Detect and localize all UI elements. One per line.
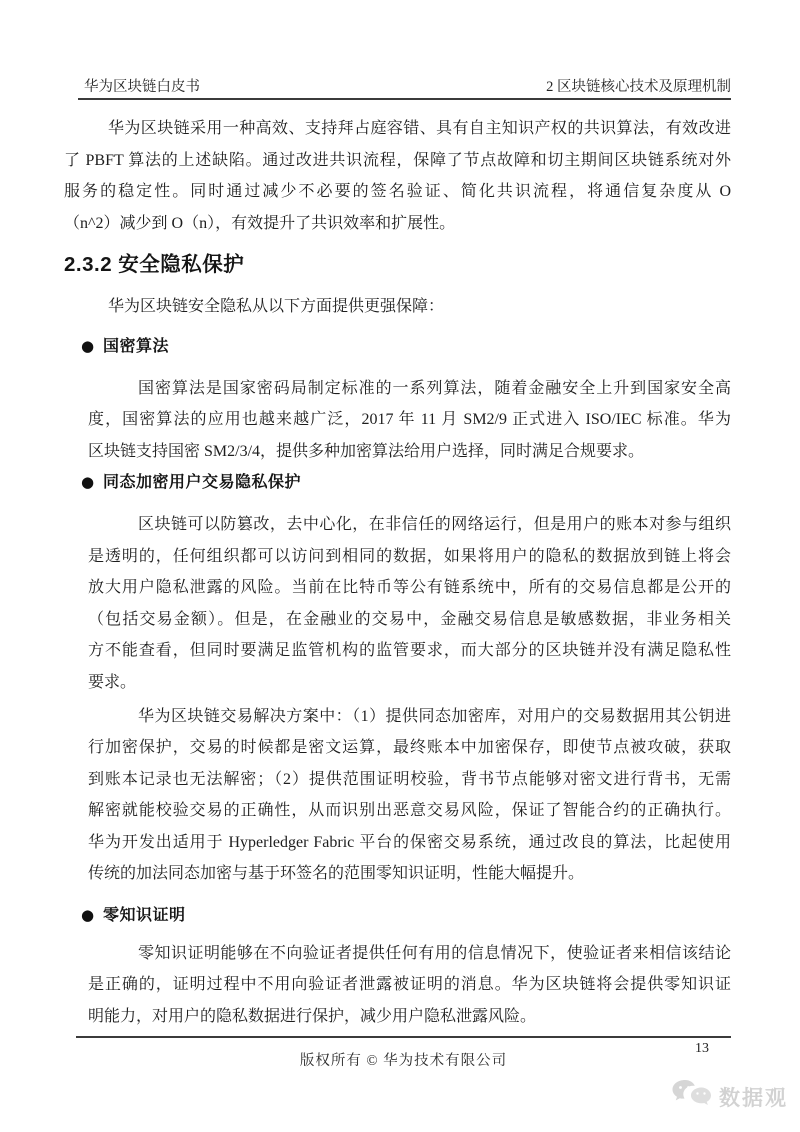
- copyright-line: 版权所有 © 华为技术有限公司: [299, 1053, 508, 1070]
- paragraph-consensus: 华为区块链采用一种高效、支持拜占庭容错、具有自主知识产权的共识算法，有效改进 了 PBFT 算法的上述缺陷。通过改进共识流程，保障了节点故障和切主期间区块链系统对外 服务的稳定性。同时通过减少不必要的签名验证、简化共识流程，将通信复杂度从 O （n^2）减少到 O（n），有效提升了共识效率和扩展性。: [64, 120, 731, 232]
- bullet-label-zkp: 零知识证明: [103, 907, 186, 925]
- page-header: [78, 79, 731, 100]
- section-heading: 2.3.2 安全隐私保护: [64, 253, 245, 277]
- paragraph-lead: 华为区块链安全隐私从以下方面提供更强保障：: [108, 298, 445, 316]
- bullet-item-homomorphic: [64, 467, 731, 890]
- page-body: [64, 113, 731, 1032]
- bullet-icon: ●: [81, 906, 95, 925]
- bullet-icon: ●: [81, 336, 95, 355]
- page-number: 13: [695, 1041, 709, 1057]
- bullet-icon: ●: [81, 473, 95, 492]
- bullet-label-homomorphic: 同态加密用户交易隐私保护: [103, 474, 302, 492]
- page-footer: [76, 1036, 731, 1070]
- header-chapter-title: 2 区块链核心技术及原理机制: [546, 79, 731, 95]
- wechat-bubbles-icon: [671, 1079, 713, 1114]
- paragraph-homomorphic-2: 华为区块链交易解决方案中：（1）提供同态加密库，对用户的交易数据用其公钥进 行加密保护，交易的时候都是密文运算，最终账本中加密保存，即使节点被攻破，获取 到账本记录也无法解密；（2）提供范围证明校验，背书节点能够对密文进行背书，无需 解密就能校验交易的正确性，从而识别出恶意交易风险，保证了智能合约的正确执行。 华为开发出适用于 Hyperledger Fabric 平台的保密交易系统，通过改良的算法，比起使用 传统的加法同态加密与基于环签名的范围零知识证明，性能大幅提升。: [88, 707, 731, 883]
- paragraph-homomorphic-1: 区块链可以防篡改，去中心化，在非信任的网络运行，但是用户的账本对参与组织 是透明的，任何组织都可以访问到相同的数据，如果将用户的隐私的数据放到链上将会 放大用户隐私泄露的风险。当前在比特币等公有链系统中，所有的交易信息都是公开的 （包括交易金额）。但是，在金融业的交易中，金融交易信息是敏感数据，非业务相关 方不能查看，但同时要满足监管机构的监管要求，而大部分的区块链并没有满足隐私性 要求。: [88, 515, 731, 691]
- header-doc-title: 华为区块链白皮书: [84, 79, 200, 95]
- watermark: [671, 1079, 788, 1114]
- bullet-item-zkp: [64, 900, 731, 1032]
- bullet-label-guomi: 国密算法: [103, 337, 170, 355]
- watermark-text: 数据观: [719, 1086, 788, 1110]
- paragraph-guomi: 国密算法是国家密码局制定标准的一系列算法，随着金融安全上升到国家安全高 度，国密算法的应用也越来越广泛，2017 年 11 月 SM2/9 正式进入 ISO/IEC 标准。华为 区块链支持国密 SM2/3/4，提供多种加密算法给用户选择，同时满足合规要求。: [88, 379, 731, 460]
- paragraph-zkp: 零知识证明能够在不向验证者提供任何有用的信息情况下，使验证者来相信该结论 是正确的，证明过程中不用向验证者泄露被证明的消息。华为区块链将会提供零知识证 明能力，对用户的隐私数据进行保护，减少用户隐私泄露风险。: [88, 944, 731, 1025]
- bullet-item-guomi: [64, 331, 731, 467]
